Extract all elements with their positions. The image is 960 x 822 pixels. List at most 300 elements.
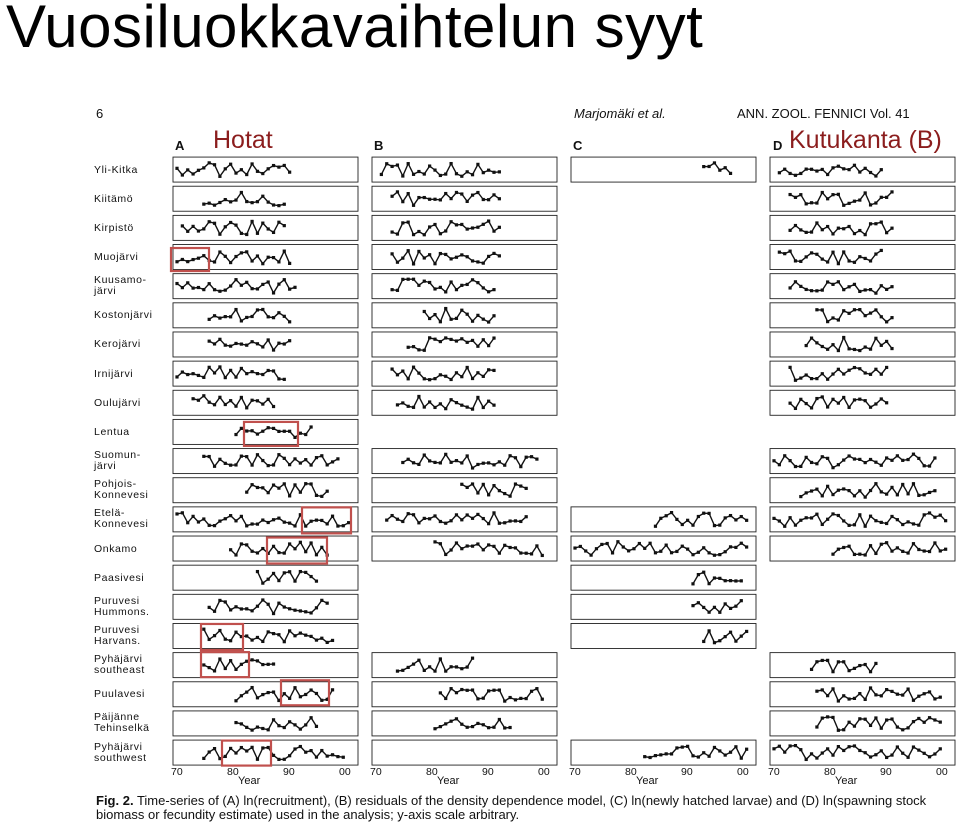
series-point (288, 629, 291, 632)
series-point (240, 663, 243, 666)
series-point (772, 459, 775, 462)
series-point (309, 635, 312, 638)
series-point (401, 174, 404, 177)
series-point (283, 164, 286, 167)
series-point (213, 371, 216, 374)
series-point (837, 729, 840, 732)
series-point (810, 668, 813, 671)
series-point (428, 253, 431, 256)
series-point (256, 486, 259, 489)
series-point (277, 221, 280, 224)
series-point (455, 172, 458, 175)
series-point (444, 522, 447, 525)
series-point (858, 349, 861, 352)
series-point (487, 169, 490, 172)
series-point (234, 463, 237, 466)
series-point (837, 548, 840, 551)
series-point (729, 631, 732, 634)
series-point (390, 367, 393, 370)
series-point (261, 430, 264, 433)
series-point (423, 310, 426, 313)
series-point (449, 280, 452, 283)
series-point (240, 168, 243, 171)
series-point (277, 551, 280, 554)
series-point (218, 365, 221, 368)
series-point (202, 166, 205, 169)
series-point (299, 541, 302, 544)
series-point (224, 462, 227, 465)
series-point (342, 756, 345, 759)
series-point (288, 754, 291, 757)
series-point (508, 546, 511, 549)
series-point (917, 695, 920, 698)
series-point (944, 548, 947, 551)
series-point (401, 257, 404, 260)
series-point (519, 465, 522, 468)
lake-label: Irnijärvi (94, 367, 134, 380)
series-point (240, 607, 243, 610)
series-point (874, 693, 877, 696)
lake-label: Kuusamo- järvi (94, 274, 147, 298)
series-point (772, 517, 775, 520)
highlight-box (244, 422, 298, 446)
series-point (197, 520, 200, 523)
series-frame (571, 565, 756, 590)
series-point (234, 433, 237, 436)
series-point (412, 278, 415, 281)
series-point (783, 252, 786, 255)
series-point (191, 515, 194, 518)
series-point (283, 521, 286, 524)
series-point (299, 728, 302, 731)
series-point (439, 725, 442, 728)
series-point (702, 571, 705, 574)
series-point (277, 579, 280, 582)
series-point (815, 462, 818, 465)
series-point (498, 254, 501, 257)
series-point (831, 398, 834, 401)
series-point (885, 688, 888, 691)
series-point (713, 641, 716, 644)
series-point (460, 688, 463, 691)
series-point (218, 657, 221, 660)
series-frame (173, 419, 358, 444)
series-point (304, 571, 307, 574)
series-point (466, 513, 469, 516)
series-point (283, 571, 286, 574)
x-tick-label: 00 (339, 766, 351, 778)
series-point (181, 258, 184, 261)
series-point (498, 718, 501, 721)
series-point (471, 320, 474, 323)
series-point (906, 492, 909, 495)
series-point (401, 520, 404, 523)
series-point (224, 667, 227, 670)
series-point (492, 484, 495, 487)
series-point (831, 343, 834, 346)
series-point (261, 693, 264, 696)
series-point (261, 283, 264, 286)
series-point (460, 284, 463, 287)
series-point (487, 543, 490, 546)
series-point (826, 405, 829, 408)
series-point (304, 524, 307, 527)
series-point (821, 308, 824, 311)
series-point (444, 670, 447, 673)
series-point (407, 221, 410, 224)
series-point (288, 542, 291, 545)
series-point (691, 553, 694, 556)
series-point (805, 202, 808, 205)
series-point (342, 524, 345, 527)
series-point (401, 369, 404, 372)
series-point (245, 281, 248, 284)
series-point (455, 191, 458, 194)
series-point (428, 400, 431, 403)
series-point (864, 663, 867, 666)
series-point (256, 200, 259, 203)
series-point (896, 745, 899, 748)
series-point (471, 377, 474, 380)
series-point (202, 628, 205, 631)
series-point (460, 518, 463, 521)
series-point (433, 670, 436, 673)
series-point (724, 635, 727, 638)
series-point (175, 260, 178, 263)
series-point (508, 726, 511, 729)
series-point (896, 493, 899, 496)
series-point (202, 394, 205, 397)
series-point (864, 525, 867, 528)
series-point (261, 598, 264, 601)
series-point (874, 482, 877, 485)
series-point (622, 545, 625, 548)
series-point (810, 406, 813, 409)
series-point (261, 486, 264, 489)
series-point (417, 196, 420, 199)
x-axis-label: Year (636, 775, 659, 787)
series-point (293, 747, 296, 750)
series-point (482, 318, 485, 321)
series-point (675, 518, 678, 521)
series-point (831, 283, 834, 286)
series-point (240, 367, 243, 370)
series-frame (173, 303, 358, 328)
series-point (428, 459, 431, 462)
series-point (304, 550, 307, 553)
series-point (923, 464, 926, 467)
series-point (240, 251, 243, 254)
x-tick-label: 90 (880, 766, 892, 778)
series-point (783, 168, 786, 171)
series-point (234, 668, 237, 671)
series-point (805, 491, 808, 494)
series-point (815, 513, 818, 516)
series-point (407, 192, 410, 195)
series-point (890, 190, 893, 193)
series-point (229, 345, 232, 348)
series-point (213, 634, 216, 637)
series-point (347, 521, 350, 524)
series-point (815, 756, 818, 759)
series-point (417, 250, 420, 253)
series-point (455, 513, 458, 516)
series-point (412, 233, 415, 236)
series-point (471, 482, 474, 485)
series-point (659, 753, 662, 756)
series-point (229, 548, 232, 551)
series-point (810, 251, 813, 254)
series-point (837, 193, 840, 196)
series-point (245, 491, 248, 494)
series-point (250, 483, 253, 486)
series-point (794, 196, 797, 199)
series-point (428, 317, 431, 320)
series-point (912, 720, 915, 723)
series-frame (571, 507, 756, 532)
series-point (519, 551, 522, 554)
series-point (197, 374, 200, 377)
series-point (401, 200, 404, 203)
series-point (250, 728, 253, 731)
series-frame (173, 594, 358, 619)
series-point (492, 463, 495, 466)
series-point (525, 515, 528, 518)
series-point (240, 191, 243, 194)
series-point (815, 488, 818, 491)
series-point (460, 667, 463, 670)
series-point (240, 427, 243, 430)
series-point (213, 524, 216, 527)
series-point (224, 289, 227, 292)
x-axis-label: Year (835, 775, 858, 787)
series-point (525, 487, 528, 490)
series-point (869, 670, 872, 673)
series-point (724, 579, 727, 582)
series-point (401, 221, 404, 224)
series-point (336, 755, 339, 758)
series-point (869, 259, 872, 262)
series-point (864, 371, 867, 374)
series-frame (770, 711, 955, 736)
series-point (885, 718, 888, 721)
series-point (890, 459, 893, 462)
series-point (842, 336, 845, 339)
series-point (869, 222, 872, 225)
series-point (805, 402, 808, 405)
series-point (794, 259, 797, 262)
series-point (702, 165, 705, 168)
series-point (778, 463, 781, 466)
series-point (471, 339, 474, 342)
lake-label: Kirpistö (94, 221, 134, 234)
series-point (272, 164, 275, 167)
series-point (417, 170, 420, 173)
series-point (390, 514, 393, 517)
series-point (213, 163, 216, 166)
series-point (503, 521, 506, 524)
series-point (928, 464, 931, 467)
series-point (821, 455, 824, 458)
series-point (326, 490, 329, 493)
series-point (250, 609, 253, 612)
series-point (648, 756, 651, 759)
series-point (858, 229, 861, 232)
series-point (869, 373, 872, 376)
series-point (831, 687, 834, 690)
series-point (449, 687, 452, 690)
series-point (234, 308, 237, 311)
series-point (224, 755, 227, 758)
series-point (482, 462, 485, 465)
series-point (476, 491, 479, 494)
series-point (401, 278, 404, 281)
series-point (433, 198, 436, 201)
series-point (713, 606, 716, 609)
series-point (864, 399, 867, 402)
series-point (267, 227, 270, 230)
series-point (288, 320, 291, 323)
series-point (250, 429, 253, 432)
series-point (439, 340, 442, 343)
series-point (815, 377, 818, 380)
series-point (455, 401, 458, 404)
series-point (492, 726, 495, 729)
series-point (869, 311, 872, 314)
series-point (864, 496, 867, 499)
series-point (519, 520, 522, 523)
series-point (906, 756, 909, 759)
series-frame (372, 507, 557, 532)
series-point (853, 697, 856, 700)
series-point (858, 170, 861, 173)
series-point (304, 458, 307, 461)
series-point (326, 641, 329, 644)
series-point (466, 406, 469, 409)
series-point (842, 309, 845, 312)
series-point (923, 493, 926, 496)
series-point (826, 260, 829, 263)
series-point (492, 193, 495, 196)
series-point (433, 223, 436, 226)
series-line (774, 746, 940, 760)
series-point (288, 720, 291, 723)
series-point (912, 522, 915, 525)
series-point (697, 573, 700, 576)
series-point (261, 345, 264, 348)
series-point (880, 168, 883, 171)
series-point (191, 287, 194, 290)
series-point (815, 308, 818, 311)
series-point (191, 372, 194, 375)
series-frame (770, 682, 955, 707)
series-point (423, 196, 426, 199)
series-point (272, 405, 275, 408)
series-point (181, 511, 184, 514)
series-point (191, 225, 194, 228)
series-point (460, 723, 463, 726)
series-point (853, 398, 856, 401)
series-point (245, 543, 248, 546)
series-point (718, 611, 721, 614)
series-point (923, 549, 926, 552)
series-point (267, 426, 270, 429)
series-point (487, 344, 490, 347)
series-point (283, 430, 286, 433)
series-point (492, 314, 495, 317)
series-line (833, 543, 946, 555)
series-point (595, 547, 598, 550)
lake-label: Suomun- järvi (94, 449, 141, 473)
series-point (788, 193, 791, 196)
series-point (874, 662, 877, 665)
series-point (267, 256, 270, 259)
series-point (858, 553, 861, 556)
series-point (433, 287, 436, 290)
series-point (933, 516, 936, 519)
series-point (713, 554, 716, 557)
series-point (923, 752, 926, 755)
series-point (186, 168, 189, 171)
series-point (487, 290, 490, 293)
x-tick-label: 00 (538, 766, 550, 778)
series-point (837, 280, 840, 283)
series-point (417, 230, 420, 233)
series-point (224, 376, 227, 379)
series-point (234, 255, 237, 258)
series-point (885, 288, 888, 291)
series-point (218, 316, 221, 319)
series-point (805, 344, 808, 347)
series-point (821, 494, 824, 497)
series-point (224, 517, 227, 520)
series-point (853, 744, 856, 747)
series-point (831, 166, 834, 169)
series-point (272, 754, 275, 757)
series-point (197, 399, 200, 402)
series-point (234, 278, 237, 281)
series-point (869, 171, 872, 174)
series-point (444, 453, 447, 456)
series-point (901, 523, 904, 526)
series-point (309, 716, 312, 719)
series-point (315, 494, 318, 497)
series-line (774, 454, 935, 468)
series-point (234, 699, 237, 702)
series-point (734, 640, 737, 643)
series-point (390, 230, 393, 233)
series-point (455, 256, 458, 259)
series-point (229, 163, 232, 166)
series-point (476, 345, 479, 348)
series-point (401, 669, 404, 672)
series-point (234, 519, 237, 522)
series-point (745, 748, 748, 751)
series-point (439, 252, 442, 255)
series-point (439, 286, 442, 289)
series-point (433, 313, 436, 316)
series-point (508, 495, 511, 498)
series-frame (173, 711, 358, 736)
series-point (896, 518, 899, 521)
series-frame (173, 565, 358, 590)
series-point (455, 691, 458, 694)
series-point (471, 545, 474, 548)
series-point (181, 173, 184, 176)
series-point (208, 340, 211, 343)
series-point (476, 191, 479, 194)
series-line (693, 601, 741, 613)
